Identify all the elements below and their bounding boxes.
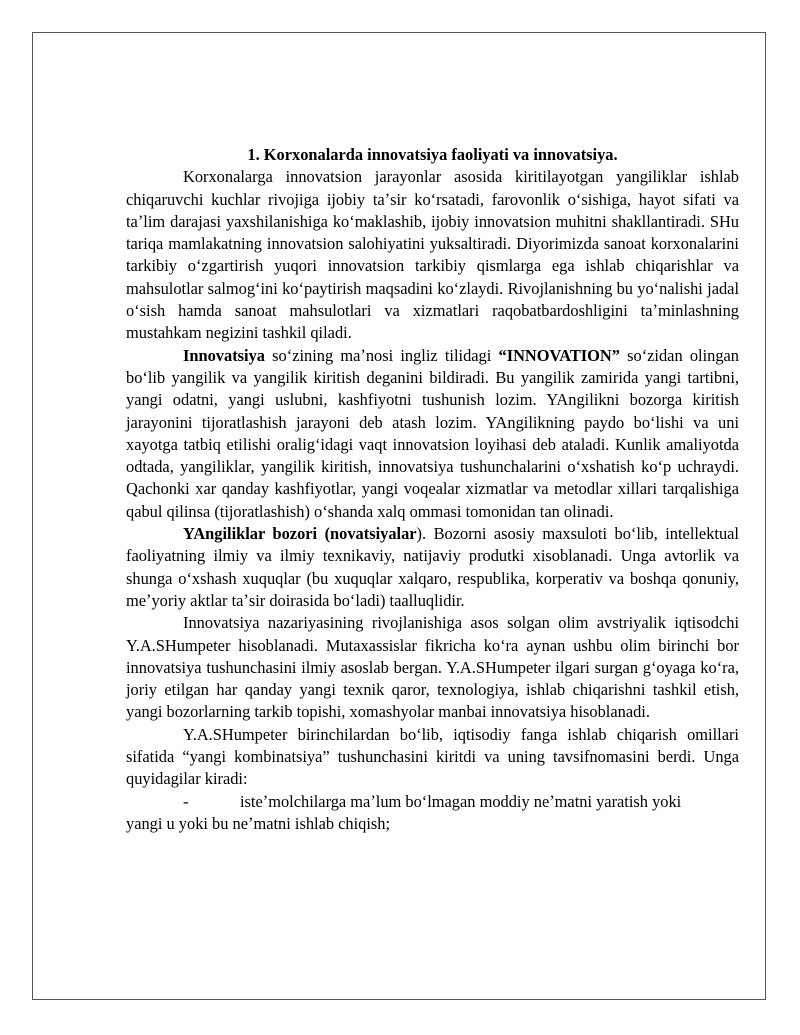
- paragraph-1: Korxonalarga innovatsion jarayonlar asosida kiritilayotgan yangiliklar ishlab chiqaruvchi kuchlar rivojiga ijobiy taʼsir koʻrsatadi, farovonlik oʻsishiga, hayot sifati va taʼlim darajasi yaxshilanishiga koʻmaklashib, ijobiy innovatsion muhitni shakllantiradi. SHu tariqa mamlakatning innovatsion salohiyatini yuksaltiradi. Diyorimizda sanoat korxonalarini tarkibiy oʻzgartirish yuqori innovatsion tarkibiy qismlarga ega ishlab chiqarishlar va mahsulotlar salmogʻini koʻpaytirish maqsadini koʻzlaydi. Rivojlanishning bu yoʻnalishi jadal oʻsish hamda sanoat mahsulotlari va xizmatlari raqobatbardoshligini taʼminlashning mustahkam negizini tashkil qiladi.: [126, 167, 739, 343]
- term-innovation-quote: “INNOVATION”: [498, 345, 620, 365]
- paragraph-3: [126, 523, 739, 612]
- list-marker: -: [183, 791, 189, 811]
- list-item: [126, 791, 739, 813]
- section-heading: 1. Korxonalarda innovatsiya faoliyati va innovatsiya.: [247, 145, 618, 164]
- paragraph-2-text-b: soʻzidan olingan boʻlib yangilik va yangilik kiritish deganini bildiradi. Bu yangilik zamirida yangi tartibni, yangi odatni, yangi uslubni, kashfiyotni tushunish lozim. YAngilikni bozorga kiritish jarayonini tijoratlashish jarayoni deb atash lozim. YAngilikning paydo boʻlishi va uni xayotga tatbiq etilishi oraligʻidagi vaqt innovatsion loyihasi deb ataladi. Kunlik amaliyotda odtada, yangiliklar, yangilik kiritish, innovatsiya tushunchalarini oʻxshatish koʻp uchraydi. Qachonki xar qanday kashfiyotlar, yangi voqealar xizmatlar va metodlar xillari tarqalishiga qabul qilinsa (tijoratlashish) oʻshanda xalq ommasi tomonidan tan olinadi.: [126, 345, 740, 521]
- paragraph-2: [126, 345, 739, 523]
- list-item-line-1: isteʼmolchilarga maʼlum boʻlmagan moddiy neʼmatni yaratish yoki: [240, 791, 682, 811]
- paragraph-4: Innovatsiya nazariyasining rivojlanishiga asos solgan olim avstriyalik iqtisodchi Y.A.SHumpeter hisoblanadi. Mutaxassislar fikricha koʻra aynan ushbu olim birinchi bor innovatsiya tushunchasini ilmiy asoslab bergan. Y.A.SHumpeter ilgari surgan gʻoyaga koʻra, joriy etilgan har qanday yangi texnik qaror, texnologiya, ishlab chiqarishni tashkil etish, yangi bozorlarning tarkib topishi, xomashyolar manbai innovatsiya hisoblanadi.: [126, 613, 739, 722]
- term-yangiliklar-bozori: YAngiliklar bozori (novatsiyalar: [183, 524, 417, 544]
- list: [126, 791, 739, 836]
- paragraph-3-text: ). Bozorni asosiy maxsuloti boʻlib, intellektual faoliyatning ilmiy va ilmiy texnikaviy, natijaviy produtki xisoblanadi. Unga avtorlik va shunga oʻxshash xuquqlar (bu xuquqlar xalqaro, respublika, korperativ va boshqa qonuniy, meʼyoriy aktlar taʼsir doirasida boʻladi) taalluqlidir.: [126, 524, 739, 610]
- document-body: [126, 144, 739, 835]
- term-innovatsiya: Innovatsiya: [183, 345, 265, 365]
- page-frame: [32, 32, 766, 1000]
- paragraph-5: Y.A.SHumpeter birinchilardan boʻlib, iqtisodiy fanga ishlab chiqarish omillari sifatida “yangi kombinatsiya” tushunchasini kiritdi va uning tavsifnomasini berdi. Unga quyidagilar kiradi:: [126, 724, 739, 789]
- paragraph-2-text-a: soʻzining maʼnosi ingliz tilidagi: [264, 345, 499, 365]
- list-item-continuation: yangi u yoki bu neʼmatni ishlab chiqish;: [126, 813, 391, 833]
